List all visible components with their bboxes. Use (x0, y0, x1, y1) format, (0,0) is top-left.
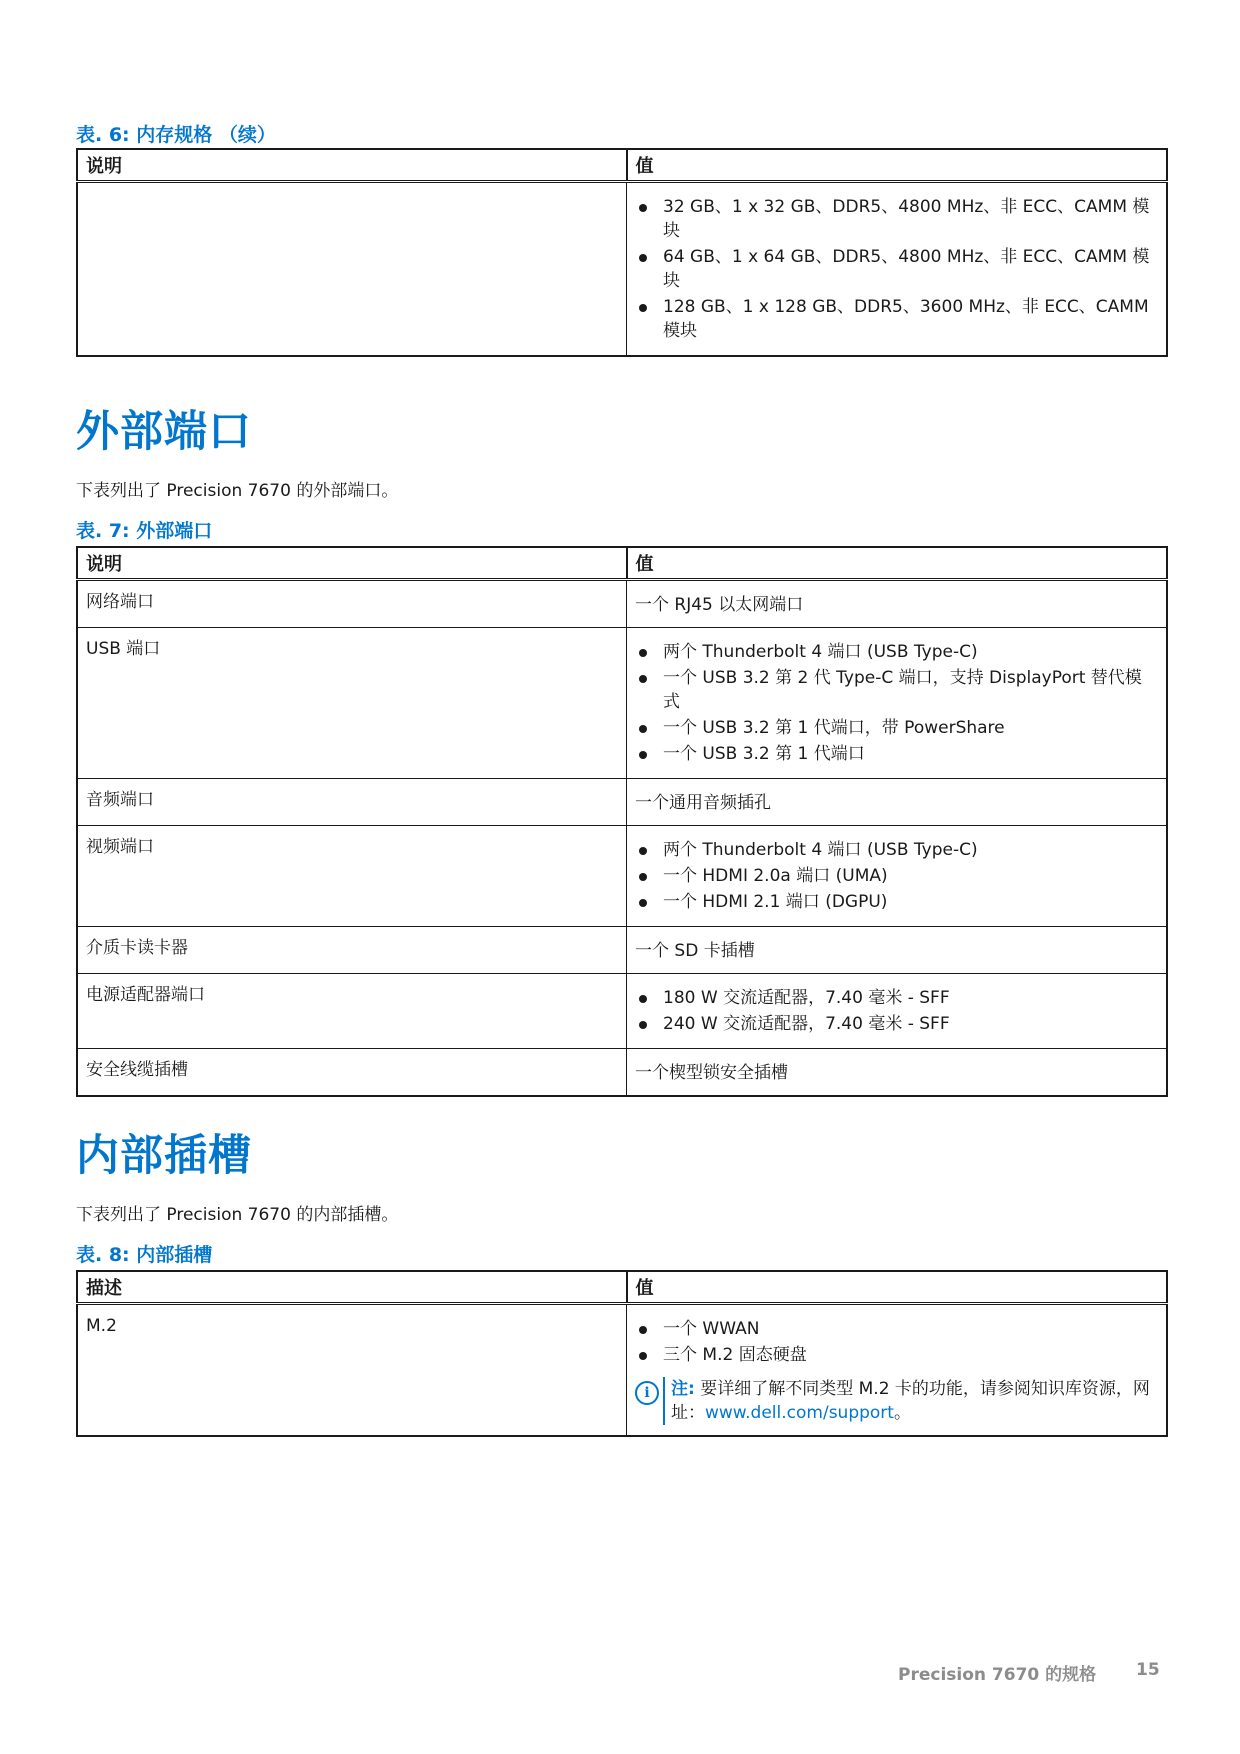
port-value: 一个楔型锁安全插槽 (627, 1049, 1168, 1097)
list-item: 两个 Thunderbolt 4 端口 (USB Type-C) (635, 838, 1158, 862)
list-item: 一个 HDMI 2.0a 端口 (UMA) (635, 864, 1158, 888)
port-label: 网络端口 (77, 580, 627, 628)
header-value: 值 (627, 547, 1168, 580)
table-row (77, 182, 1167, 357)
header-value: 值 (627, 149, 1168, 182)
table-row (77, 779, 1167, 826)
list-item: 一个 USB 3.2 第 2 代 Type-C 端口，支持 DisplayPort 替代模式 (635, 666, 1158, 714)
m2-slots-list (635, 1317, 1158, 1367)
value-cell (627, 182, 1168, 357)
table-row (77, 580, 1167, 628)
list-item: 一个 USB 3.2 第 1 代端口，带 PowerShare (635, 716, 1158, 740)
description-cell (77, 182, 627, 357)
power-adapter-list (635, 986, 1158, 1036)
list-item: 32 GB、1 x 32 GB、DDR5、4800 MHz、非 ECC、CAMM 模块 (635, 195, 1158, 243)
table-row (77, 1049, 1167, 1097)
list-item: 128 GB、1 x 128 GB、DDR5、3600 MHz、非 ECC、CAMM 模块 (635, 295, 1158, 343)
port-label: 介质卡读卡器 (77, 927, 627, 974)
list-item: 三个 M.2 固态硬盘 (635, 1343, 1158, 1367)
note-text: 要详细了解不同类型 M.2 卡的功能，请参阅知识库资源，网址： (671, 1379, 1150, 1423)
page-number: 15 (1136, 1660, 1160, 1680)
table-row (77, 628, 1167, 779)
header-description: 说明 (77, 149, 627, 182)
slot-value (627, 1304, 1168, 1437)
list-item: 一个 HDMI 2.1 端口 (DGPU) (635, 890, 1158, 914)
header-description: 描述 (77, 1271, 627, 1304)
memory-spec-table (76, 148, 1168, 357)
external-ports-intro: 下表列出了 Precision 7670 的外部端口。 (76, 481, 399, 501)
list-item: 64 GB、1 x 64 GB、DDR5、4800 MHz、非 ECC、CAMM 模块 (635, 245, 1158, 293)
external-ports-table (76, 546, 1168, 1097)
list-item: 一个 WWAN (635, 1317, 1158, 1341)
note-block (635, 1377, 1158, 1425)
port-value (627, 628, 1168, 779)
port-value (627, 826, 1168, 927)
note-body (663, 1377, 1158, 1425)
table-row (77, 974, 1167, 1049)
header-value: 值 (627, 1271, 1168, 1304)
video-ports-list (635, 838, 1158, 914)
port-label: 电源适配器端口 (77, 974, 627, 1049)
usb-ports-list (635, 640, 1158, 766)
list-item: 两个 Thunderbolt 4 端口 (USB Type-C) (635, 640, 1158, 664)
table-header-row (77, 1271, 1167, 1304)
table-6-caption: 表. 6: 内存规格 （续） (76, 124, 276, 146)
port-label: USB 端口 (77, 628, 627, 779)
table-row (77, 1304, 1167, 1437)
port-label: 安全线缆插槽 (77, 1049, 627, 1097)
port-label: 音频端口 (77, 779, 627, 826)
internal-slots-table (76, 1270, 1168, 1437)
list-item: 240 W 交流适配器，7.40 毫米 - SFF (635, 1012, 1158, 1036)
table-row (77, 927, 1167, 974)
list-item: 180 W 交流适配器，7.40 毫米 - SFF (635, 986, 1158, 1010)
header-description: 说明 (77, 547, 627, 580)
port-value: 一个 SD 卡插槽 (627, 927, 1168, 974)
footer-title: Precision 7670 的规格 (898, 1665, 1097, 1685)
note-end: 。 (893, 1403, 911, 1423)
port-value: 一个 RJ45 以太网端口 (627, 580, 1168, 628)
info-icon: i (635, 1381, 659, 1405)
table-7-caption: 表. 7: 外部端口 (76, 520, 213, 542)
port-label: 视频端口 (77, 826, 627, 927)
port-value: 一个通用音频插孔 (627, 779, 1168, 826)
table-8-caption: 表. 8: 内部插槽 (76, 1244, 213, 1266)
slot-label: M.2 (77, 1304, 627, 1437)
section-heading-internal-slots: 内部插槽 (76, 1131, 252, 1181)
table-row (77, 826, 1167, 927)
table-header-row (77, 149, 1167, 182)
list-item: 一个 USB 3.2 第 1 代端口 (635, 742, 1158, 766)
support-link[interactable]: www.dell.com/support (705, 1403, 894, 1423)
table-header-row (77, 547, 1167, 580)
port-value (627, 974, 1168, 1049)
memory-options-list (635, 195, 1158, 343)
note-label: 注: (671, 1379, 695, 1399)
section-heading-external-ports: 外部端口 (76, 407, 252, 457)
internal-slots-intro: 下表列出了 Precision 7670 的内部插槽。 (76, 1205, 399, 1225)
